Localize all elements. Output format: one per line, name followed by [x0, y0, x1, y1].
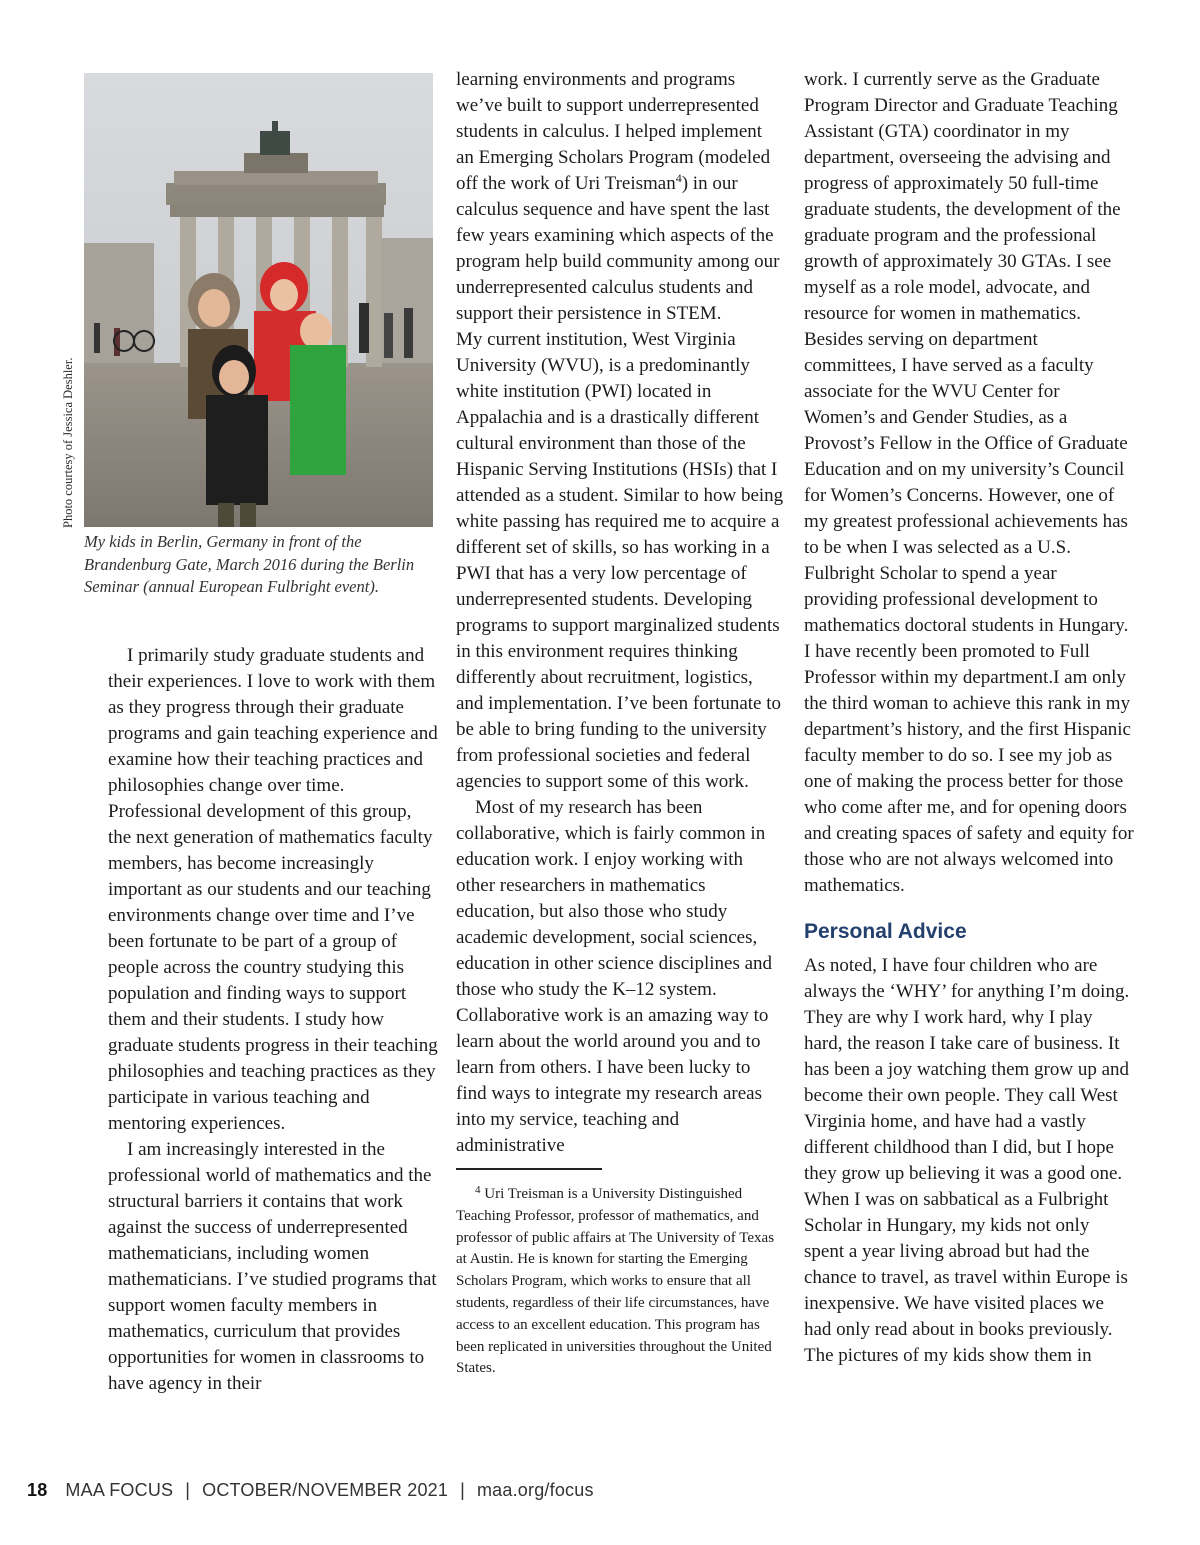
footer-url: maa.org/focus: [476, 1480, 594, 1500]
brandenburg-gate-photo: [84, 73, 433, 527]
footnote: [456, 1180, 784, 1380]
magazine-name: MAA FOCUS: [65, 1480, 174, 1500]
col3-paragraph-1: work. I currently serve as the Graduate Program Director and Graduate Teaching Assistant (GTA) coordinator in my department, overseeing the advising and progress of approximately 50 full-time graduate students, the development of the graduate program and the professional growth of approximately 30 GTAs. I see myself as a role model, advocate, and resource for women in mathematics. Besides serving on department committees, I have served as a faculty associate for the WVU Center for Women’s and Gender Studies, as a Provost’s Fellow in the Office of Graduate Education and on my university’s Council for Women’s Concerns. However, one of my greatest professional achievements has to be when I was selected as a U.S. Fulbright Scholar to spend a year providing professional development to mathematics doctoral students in Hungary. I have recently been promoted to Full Professor within my department.I am only the third woman to achieve this rank in my department’s history, and the first Hispanic faculty member to do so. I see my job as one of making the process better for those who come after me, and for opening doors and creating spaces of safety and equity for those who are not always welcomed into mathematics.: [804, 69, 1134, 896]
footnote-reference: 4: [675, 171, 682, 185]
col2-paragraph-1: [456, 67, 784, 327]
column-3: [804, 67, 1134, 1369]
issue-date: OCTOBER/NOVEMBER 2021: [202, 1480, 449, 1500]
footer-separator-1: |: [185, 1480, 191, 1500]
section-heading-personal-advice: Personal Advice: [804, 920, 967, 943]
footer-separator-2: |: [460, 1480, 465, 1500]
col2-paragraph-3: Most of my research has been collaborative, which is fairly common in education work. I enjoy working with other researchers in mathematics education, but also those who study academic development, social sciences, education in other science disciplines and those who study the K–12 system. Collaborative work is an amazing way to learn about the world around you and to learn from others. I have been lucky to find ways to integrate my research areas into my service, teaching and administrative: [456, 797, 773, 1156]
page-footer: [27, 1480, 594, 1504]
col2-paragraph-1-text-a: learning environments and programs we’ve built to support underrepresented students in calculus. I helped implement an Emerging Scholars Program (modeled off the work of Uri Treisman: [456, 69, 771, 194]
footnote-number: 4: [475, 1184, 481, 1196]
col2-paragraph-1-text-b: ) in our calculus sequence and have spent the last few years examining which aspects of the program help build community among our underrepresented calculus students and support their persistence in STEM.: [456, 173, 780, 324]
photo-caption: My kids in Berlin, Germany in front of the Brandenburg Gate, March 2016 during the Berlin Seminar (annual European Fulbright event).: [84, 532, 415, 596]
col3-paragraph-2: As noted, I have four children who are always the ‘WHY’ for anything I’m doing. They are why I work hard, why I play hard, the reason I take care of business. It has been a joy watching them grow up and become their own people. They call West Virginia home, and have had a vastly different childhood than I did, but I hope they grow up believing it was a good one. When I was on sabbatical as a Fulbright Scholar in Hungary, my kids not only spent a year living abroad but had the chance to travel, as travel within Europe is inexpensive. We have visited places we had only read about in books previously. The pictures of my kids show them in: [804, 955, 1130, 1366]
photo-credit: Photo courtesy of Jessica Deshler.: [61, 357, 75, 528]
column-2: [456, 67, 784, 1380]
col2-paragraph-2: My current institution, West Virginia University (WVU), is a predominantly white institution (PWI) located in Appalachia and is a drastically different cultural environment than those of the Hispanic Serving Institutions (HSIs) that I attended as a student. Similar to how being white passing has required me to acquire a different set of skills, so has working in a PWI that has a very low percentage of underrepresented students. Developing programs to support marginalized students in this environment requires thinking differently about recruitment, logistics, and implementation. I’ve been fortunate to be able to bring funding to the university from professional societies and federal agencies to support some of this work.: [456, 329, 784, 792]
footnote-text: Uri Treisman is a University Distinguished Teaching Professor, professor of mathematics, and professor of public affairs at The University of Texas at Austin. He is known for starting the Emerging Scholars Program, which works to ensure that all students, regardless of their life circumstances, have access to an excellent education. This program has been replicated in universities throughout the United States.: [456, 1186, 775, 1377]
col1-paragraph-2: I am increasingly interested in the professional world of mathematics and the structural barriers it contains that work against the success of underrepresented mathematicians, including women mathematicians. I’ve studied programs that support women faculty members in mathematics, curriculum that provides opportunities for women in classrooms to have agency in their: [108, 1139, 437, 1394]
page-number: 18: [27, 1480, 48, 1500]
footnote-divider: [456, 1168, 602, 1170]
column-1: [108, 643, 438, 1397]
col1-paragraph-1: I primarily study graduate students and their experiences. I love to work with them as they progress through their graduate programs and gain teaching experience and examine how their teaching practices and philosophies change over time. Professional development of this group, the next generation of mathematics faculty members, has become increasingly important as our students and our teaching environments change over time and I’ve been fortunate to be part of a group of people across the country studying this population and finding ways to support them and their students. I study how graduate students progress in their teaching philosophies and teaching practices as they participate in various teaching and mentoring experiences.: [108, 645, 438, 1134]
